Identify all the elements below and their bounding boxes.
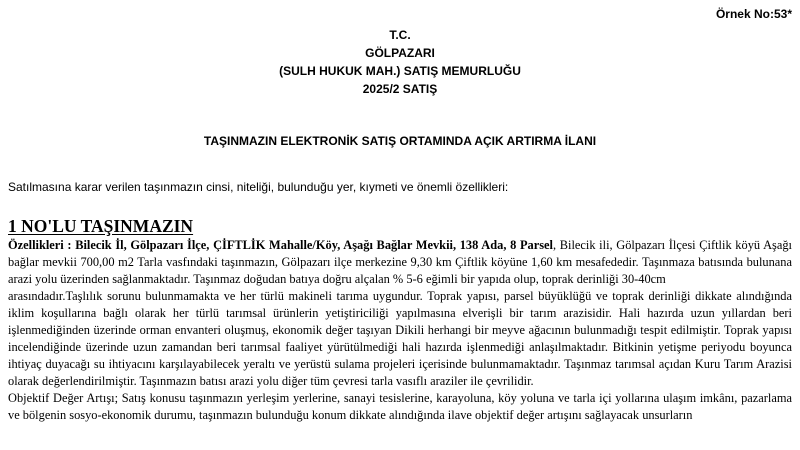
document-header bbox=[0, 26, 800, 98]
property-features-paragraph bbox=[8, 237, 792, 288]
header-office: (SULH HUKUK MAH.) SATIŞ MEMURLUĞU bbox=[279, 64, 521, 78]
property-details-paragraph: arasındadır.Taşlılık sorunu bulunmamakta ve her türlü makineli tarıma uygundur. Toprak yapısı, parsel büyüklüğü ve toprak derinliği dikkate alındığında iklim koşullarına bağlı olarak her türlü tarımsal ürünlerin yetiştiriciliği yapılmasına elverişli bir tarım arazisidir. Hali hazırda uzun yıllardan beri işlenmediğinden üzerinde orman envanteri oluşmuş, ekonomik değer taşıyan Dikili herhangi bir meyve ağacının bulunmadığı tespit edilmiştir. Toprak yapısı incelendiğinde üzerinde uzun zamandan beri tarımsal faaliyet yürütülmediği hali hazırda işlenmediği anlaşılmaktadır. Bitkinin yetişme periyodu boyunca ihtiyaç duyacağı su ihtiyacını karşılayabilecek yeraltı ve yerüstü sulama projeleri içerisinde bulunmamaktadır. Taşınmaz tarımsal açıdan Kuru Tarım Arazisi olarak değerlendirilmiştir. Taşınmazın batısı arazi yolu diğer tüm çevresi tarla vasıflı araziler ile çevrilidir. bbox=[8, 289, 792, 388]
header-district: GÖLPAZARI bbox=[365, 46, 435, 60]
property-features-heading: Özellikleri : Bilecik İl, Gölpazarı İlçe, ÇİFTLİK Mahalle/Köy, Aşağı Bağlar Mevkii, 138 Ada, 8 Parsel bbox=[8, 238, 553, 252]
header-tc: T.C. bbox=[389, 28, 411, 42]
sample-number: Örnek No:53* bbox=[715, 7, 792, 21]
intro-text: Satılmasına karar verilen taşınmazın cinsi, niteliği, bulunduğu yer, kıymeti ve önemli özellikleri: bbox=[8, 180, 509, 194]
header-case-number: 2025/2 SATIŞ bbox=[362, 82, 438, 96]
property-features-text: , Bilecik ili, Gölpazarı İlçesi Çiftlik köyü Aşağı bağlar mevkii 700,00 m2 Tarla vasfındaki taşınmazın, Gölpazarı ilçe merkezine 9,30 km Çiftlik köyüne 1,60 km mesafededir. Taşınmaza batısında bulunana arazi yolu üzerinden sağlanmaktadır. Taşınmaz doğudan batıya doğru alçalan % 5-6 eğimli bir yapıda olup, toprak derinliği 30-40cm bbox=[8, 238, 792, 286]
objective-value-paragraph: Objektif Değer Artışı; Satış konusu taşınmazın yerleşim yerlerine, sanayi tesislerine, karayoluna, köy yoluna ve tarla içi yollarına ulaşım imkânı, pazarlama ve bölgenin sosyo-ekonomik durumu, taşınmazın bulunduğu konum dikkate alındığında ilave objektif değer artışını sağlayacak unsurların bbox=[8, 391, 792, 422]
property-description bbox=[8, 237, 792, 424]
property-section-title: 1 NO'LU TAŞINMAZIN bbox=[8, 216, 194, 236]
announcement-title: TAŞINMAZIN ELEKTRONİK SATIŞ ORTAMINDA AÇIK ARTIRMA İLANI bbox=[203, 134, 597, 148]
